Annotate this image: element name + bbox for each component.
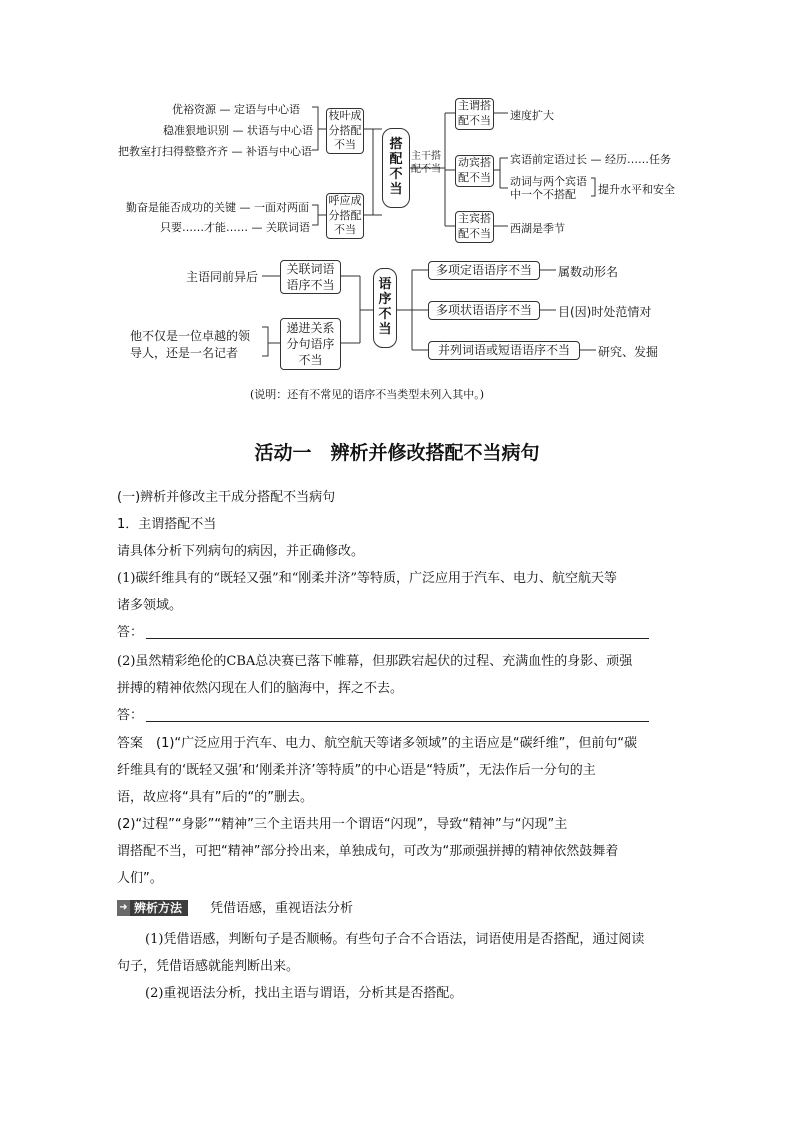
method-tag: [117, 900, 188, 916]
method-badge: 辨析方法: [130, 900, 188, 916]
box-line: 配不当: [458, 227, 491, 240]
right-item-line: 动词与两个宾语: [510, 175, 587, 188]
method-title: 凭借语感，重视语法分析: [210, 901, 354, 916]
question-2-line: (2)虽然精彩绝伦的CBA总决赛已落下帷幕，但那跌宕起伏的过程、充满血性的身影、顽强: [117, 654, 633, 669]
answer-field-2[interactable]: [146, 721, 649, 722]
subheading-1: (一)辨析并修改主干成分搭配不当病句: [117, 490, 336, 505]
center-char: 搭: [389, 137, 403, 153]
zhugan-line: 主干搭: [411, 151, 441, 162]
question-1-line: (1)碳纤维具有的“既轻又强”和“刚柔并济”等特质，广泛应用于汽车、电力、航空航天等: [117, 571, 617, 586]
answer-label: 答：: [117, 708, 144, 723]
diagram-order-example: 目(因)时处范情对: [558, 305, 652, 319]
box-dijin: [280, 318, 341, 370]
box-line: 递进关系: [286, 320, 335, 335]
center-char: 语: [378, 277, 392, 293]
center-char: 不: [389, 167, 403, 182]
answer-field-1[interactable]: [146, 638, 649, 639]
box-line: 主谓搭: [458, 99, 491, 113]
answer-label: 答：: [117, 625, 144, 640]
answer-text-line: 人们”。: [117, 871, 163, 886]
box-line: 不当: [334, 138, 356, 152]
answer-text-line: 谓搭配不当，可把“精神”部分拎出来，单独成句，可改为“那顽强拼搏的精神依然鼓舞着: [117, 844, 619, 859]
diagram-left-item: 只要……才能…… — 关联词语: [160, 221, 310, 234]
box-line: 主宾搭: [458, 212, 491, 226]
diagram-order-example: 属数动形名: [558, 265, 619, 279]
diagram-left-item: 稳准狠地识别 — 状语与中心语: [163, 124, 313, 137]
box-line: 分搭配: [328, 208, 362, 222]
center-char: 当: [389, 181, 403, 197]
diagram-right-item: 西湖是季节: [510, 222, 565, 235]
center-char: 序: [378, 292, 392, 308]
diagram-left-item: 他不仅是一位卓越的领: [130, 329, 251, 343]
center-char: 当: [378, 321, 392, 337]
answer-text-line: 纤维具有的‘既轻又强’和‘刚柔并济’等特质”的中心语是“特质”，无法作后一分句的主: [117, 763, 596, 778]
box-line: 配不当: [458, 114, 491, 127]
diagram-right-item: 宾语前定语过长 — 经历……任务: [510, 153, 671, 166]
box-order-binglie: 并列词语或短语语序不当: [428, 341, 580, 360]
question-2-line: 拼搏的精神依然闪现在人们的脑海中，挥之不去。: [117, 681, 404, 696]
box-line: 分句语序: [286, 336, 335, 351]
method-text-line: 句子，凭借语感就能判断出来。: [117, 959, 300, 974]
zhugan-line: 配不当: [411, 164, 441, 175]
diagram-left-item: 优裕资源 — 定语与中心语: [172, 103, 300, 116]
box-dongbin: [455, 155, 494, 187]
diagram-left-item: 导人，还是一名记者: [130, 346, 239, 360]
box-line: 关联词语: [286, 261, 335, 276]
box-zhuwei: [455, 98, 494, 130]
right-item-line: 中一个不搭配: [510, 188, 576, 201]
box-zhigan: [326, 108, 364, 154]
box-line: 语序不当: [286, 278, 335, 292]
diagram-right-item: 速度扩大: [510, 109, 554, 122]
diagram-left-item: 主语同前异后: [186, 270, 259, 284]
center-char: 不: [378, 307, 392, 322]
box-line: 分搭配: [328, 123, 362, 137]
answer-text-line: (2)“过程”“身影”“精神”三个主语共用一个谓语“闪现”，导致“精神”与“闪现”主: [117, 817, 568, 832]
method-text-line: (2)重视语法分析，找出主语与谓语，分析其是否搭配。: [145, 986, 463, 1001]
arrow-icon: ➜: [117, 900, 130, 916]
answer-text-line: 语，故应将“具有”后的“的”删去。: [117, 790, 313, 805]
center-dapei-budang: [382, 128, 410, 208]
diagram-note: (说明：还有不常见的语序不当类型未列入其中。): [250, 388, 485, 401]
subheading-2: 1．主谓搭配不当: [117, 517, 217, 532]
box-zhubin: [455, 211, 494, 243]
box-line: 不当: [334, 223, 356, 237]
question-1-line: 诸多领域。: [117, 598, 183, 613]
box-order-dingyu: 多项定语语序不当: [428, 261, 540, 280]
diagram-right-item-multi: [510, 175, 587, 201]
diagram-right-item: 提升水平和安全: [598, 183, 675, 196]
diagram-order-example: 研究、发掘: [598, 345, 659, 359]
center-yuxu-budang: [373, 268, 397, 348]
instruction: 请具体分析下列病句的病因，并正确修改。: [117, 544, 365, 559]
box-line: 动宾搭: [458, 156, 491, 170]
method-text-line: (1)凭借语感，判断句子是否顺畅。有些句子合不合语法，词语使用是否搭配，通过阅读: [145, 932, 645, 947]
diagram-left-item: 把教室打扫得整整齐齐 — 补语与中心语: [118, 145, 312, 158]
box-line: 呼应成: [328, 193, 362, 207]
box-line: 枝叶成: [328, 108, 362, 122]
zhugan-label: [411, 150, 441, 176]
box-huying: [326, 193, 364, 239]
center-char: 配: [389, 152, 403, 168]
box-line: 不当: [298, 353, 323, 368]
box-order-zhuangyu: 多项状语语序不当: [428, 301, 540, 320]
box-guanlian: [280, 260, 341, 294]
section-title: 活动一 辨析并修改搭配不当病句: [254, 442, 540, 464]
answer-text-line: 答案 (1)“广泛应用于汽车、电力、航空航天等诸多领域”的主语应是“碳纤维”，但前句“碳: [117, 736, 638, 751]
box-line: 配不当: [458, 171, 491, 184]
diagram-left-item: 勤奋是能否成功的关键 — 一面对两面: [126, 201, 309, 214]
